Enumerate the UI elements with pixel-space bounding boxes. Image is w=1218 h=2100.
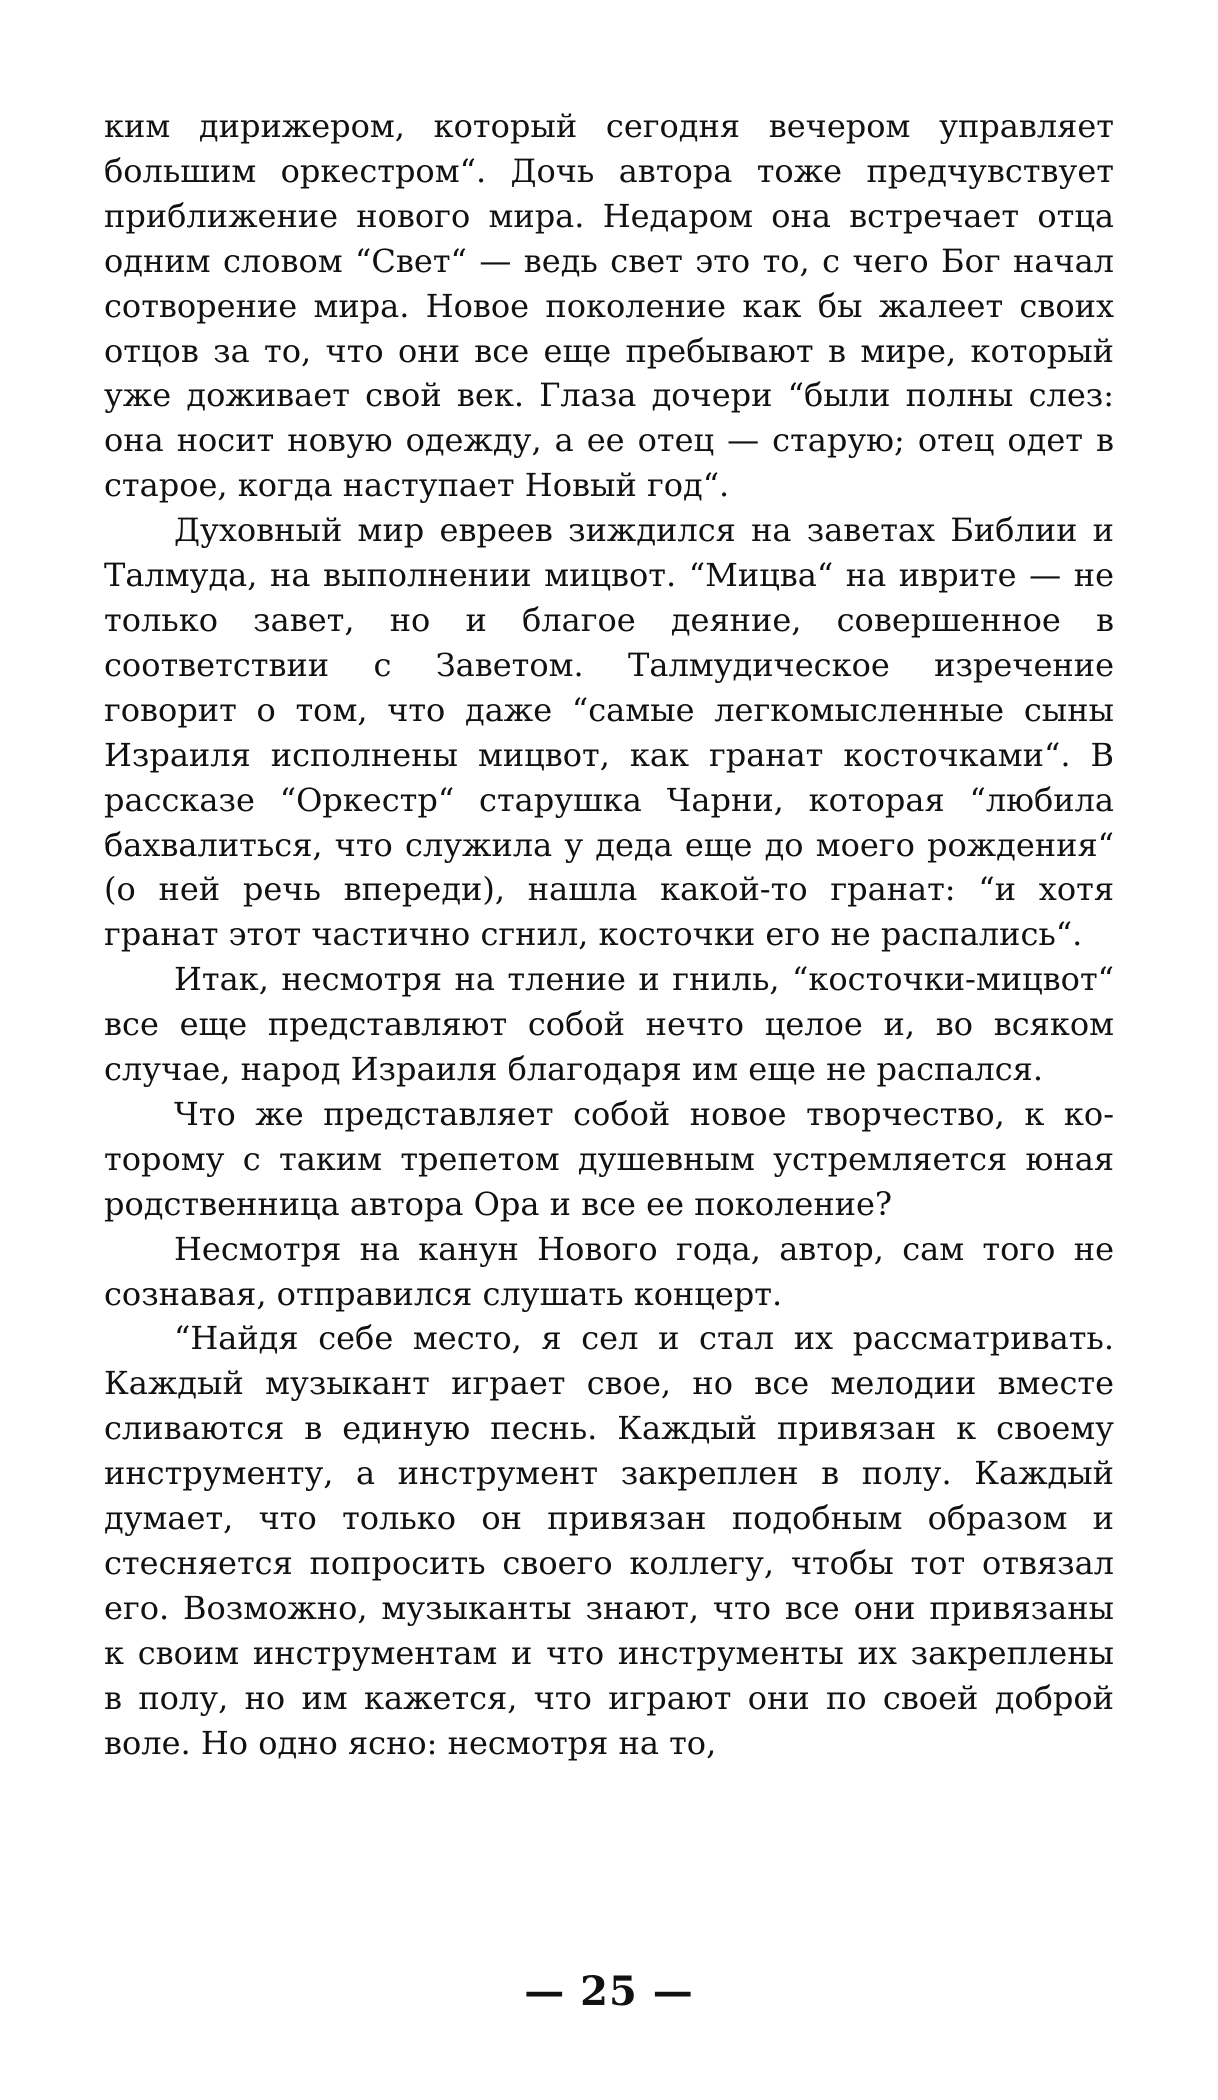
- page-number: — 25 —: [524, 1968, 694, 2015]
- paragraph-pomegranate-seeds: Итак, несмотря на тление и гниль, “косточки-мицвот“ все еще представляют собой нечто целое и, во всяком случае, народ Израиля благодаря им еще не распался.: [104, 960, 1114, 1089]
- paragraph-new-creativity: Что же представляет собой новое творчество, к которому с таким трепетом душевным устремляется юная родственница автора Ора и все ее поколение?: [104, 1094, 1114, 1223]
- paragraph-continued: ким дирижером, который сегодня вечером управляет большим оркестром“. Дочь автора тоже предчувствует приближение нового мира. Недаром она встречает отца одним словом “Свет“ — ведь свет это то, с чего Бог начал сотворение мира. Новое поколение как бы жалеет своих отцов за то, что они все еще пребывают в мире, который уже доживает свой век. Глаза дочери “были полны слез: она носит новую одежду, а ее отец — старую; отец одет в старое, когда наступает Новый год“.: [104, 107, 1114, 505]
- paragraph-spiritual-world: Духовный мир евреев зиждился на заветах Библии и Талмуда, на выполнении мицвот. “Мицва“ на иврите — не только завет, но и благое деяние, совершенное в соответствии с Заветом. Талмудическое изречение говорит о том, что даже “самые легкомысленные сыны Израиля исполнены мицвот, как гранат косточками“. В рассказе “Оркестр“ старушка Чарни, которая “любила бахвалиться, что служила у деда еще до моего рождения“ (о ней речь впереди), нашла какой-то гранат: “и хотя гранат этот частично сгнил, косточки его не распались“.: [104, 511, 1114, 954]
- paragraph-orchestra-quote: “Найдя себе место, я сел и стал их рассматривать. Каждый музыкант играет свое, но все мелодии вместе сливаются в единую песнь. Каждый привязан к своему инструменту, а инструмент закреплен в полу. Каждый думает, что только он привязан подобным образом и стесняется попросить своего коллегу, чтобы тот отвязал его. Возможно, музыканты знают, что все они привязаны к своим инструментам и что инструменты их закреплены в полу, но им кажется, что играют они по своей доброй воле. Но одно ясно: несмотря на то,: [104, 1319, 1114, 1762]
- page-text-column: [104, 104, 1114, 1766]
- paragraph-new-year-concert: Несмотря на канун Нового года, автор, сам того не сознавая, отправился слушать концерт.: [104, 1229, 1114, 1313]
